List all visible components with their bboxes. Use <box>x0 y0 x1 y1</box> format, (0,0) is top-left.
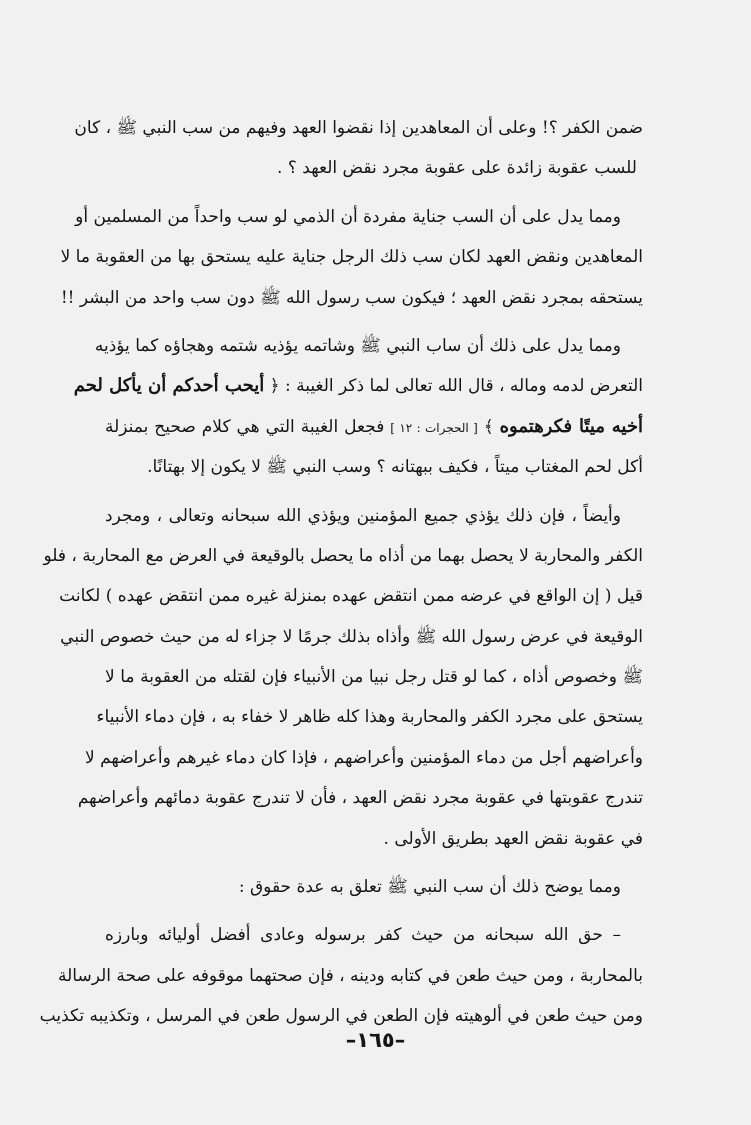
text-line: ضمن الكفر ؟! وعلى أن المعاهدين إذا نقضوا العهد وفيهم من سب النبي ﷺ ، كان <box>74 118 643 138</box>
text-line: في عقوبة نقض العهد بطريق الأولى . <box>383 828 643 849</box>
text-line <box>73 366 643 406</box>
paragraph-2 <box>60 197 643 318</box>
page-number: –١٦٥– <box>345 1028 406 1052</box>
text-line: للسب عقوبة زائدة على عقوبة مجرد نقض العهد ؟ . <box>277 158 637 179</box>
text-line: بالمحاربة ، ومن حيث طعن في كتابه ودينه ، فإن صحتهما موقوفه على صحة الرسالة <box>58 965 643 986</box>
text-line: وأعراضهم أجل من دماء المؤمنين وأعراضهم ، فإذا كان دماء غيرهم وأعراضهم لا <box>84 747 643 768</box>
text-line: تندرج عقوبتها في عقوبة مجرد نقض العهد ، فأن لا تندرج عقوبة دمائهم وأعراضهم <box>77 788 643 809</box>
text-line: يستحق على مجرد الكفر والمحاربة وهذا كله ظاهر لا خفاء به ، فإن دماء الأنبياء <box>96 707 643 728</box>
text-line: ومما يدل على أن السب جناية مفردة أن الذمي لو سب واحداً من المسلمين أو <box>75 206 621 227</box>
page-body <box>39 108 643 1037</box>
paragraph-5 <box>105 867 643 907</box>
text-line: المعاهدين ونقض العهد لكان سب ذلك الرجل جناية عليه يستحق بها من العقوبة ما لا <box>60 247 643 268</box>
quran-quote: أخيه ميتًا فكرهتموه <box>499 415 643 437</box>
text-line: أكل لحم المغتاب ميتاً ، فكيف ببهتانه ؟ وسب النبي ﷺ لا يكون إلا بهتانًا. <box>147 457 643 478</box>
text-line: ﷺ وخصوص أذاه ، كما لو قتل رجل نبيا من الأنبياء فإن لقتله من العقوبة ما لا <box>105 667 643 688</box>
text-line: ومن حيث طعن في ألوهيته فإن الطعن في الرسول طعن في المرسل ، وتكذيبه تكذيب <box>39 1006 643 1027</box>
text-run: فجعل الغيبة التي هي كلام صحيح بمنزلة <box>105 416 391 437</box>
text-line: الكفر والمحاربة لا يحصل بهما من أذاه ما يحصل بالوقيعة في العرض مع المحاربة ، فلو <box>43 545 643 566</box>
text-line: ومما يدل على ذلك أن ساب النبي ﷺ وشاتمه يؤذيه شتمه وهجاؤه كما يؤذيه <box>94 335 621 356</box>
text-line: قيل ( إن الواقع في عرضه ممن انتقض عهده بمنزلة غيره ممن انتقض عهده ) لكانت <box>59 586 643 607</box>
quran-reference: [ الحجرات : ١٢ ] <box>390 420 478 435</box>
text-line: الوقيعة في عرض رسول الله ﷺ وأذاه بذلك جرمًا لا جزاء له من حيث خصوص النبي <box>60 626 643 647</box>
text-run: التعرض لدمه وماله ، قال الله تعالى لما ذكر الغيبة : ﴿ <box>264 376 643 397</box>
text-line: وأيضاً ، فإن ذلك يؤذي جميع المؤمنين ويؤذي الله سبحانه وتعالى ، ومجرد <box>105 505 621 526</box>
text-line <box>105 407 643 447</box>
quran-quote: أيحب أحدكم أن يأكل لحم <box>73 375 265 397</box>
paragraph-1 <box>74 108 643 189</box>
text-line: – حق الله سبحانه من حيث كفر برسوله وعادى أفضل أوليائه وبارزه <box>105 925 621 946</box>
paragraph-4 <box>43 496 643 860</box>
text-run: ﴾ <box>477 416 500 437</box>
paragraph-6 <box>39 915 643 1036</box>
text-line: يستحقه بمجرد نقض العهد ؛ فيكون سب رسول الله ﷺ دون سب واحد من البشر !! <box>60 287 643 308</box>
text-line: ومما يوضح ذلك أن سب النبي ﷺ تعلق به عدة حقوق : <box>238 877 621 898</box>
paragraph-3 <box>73 326 643 488</box>
